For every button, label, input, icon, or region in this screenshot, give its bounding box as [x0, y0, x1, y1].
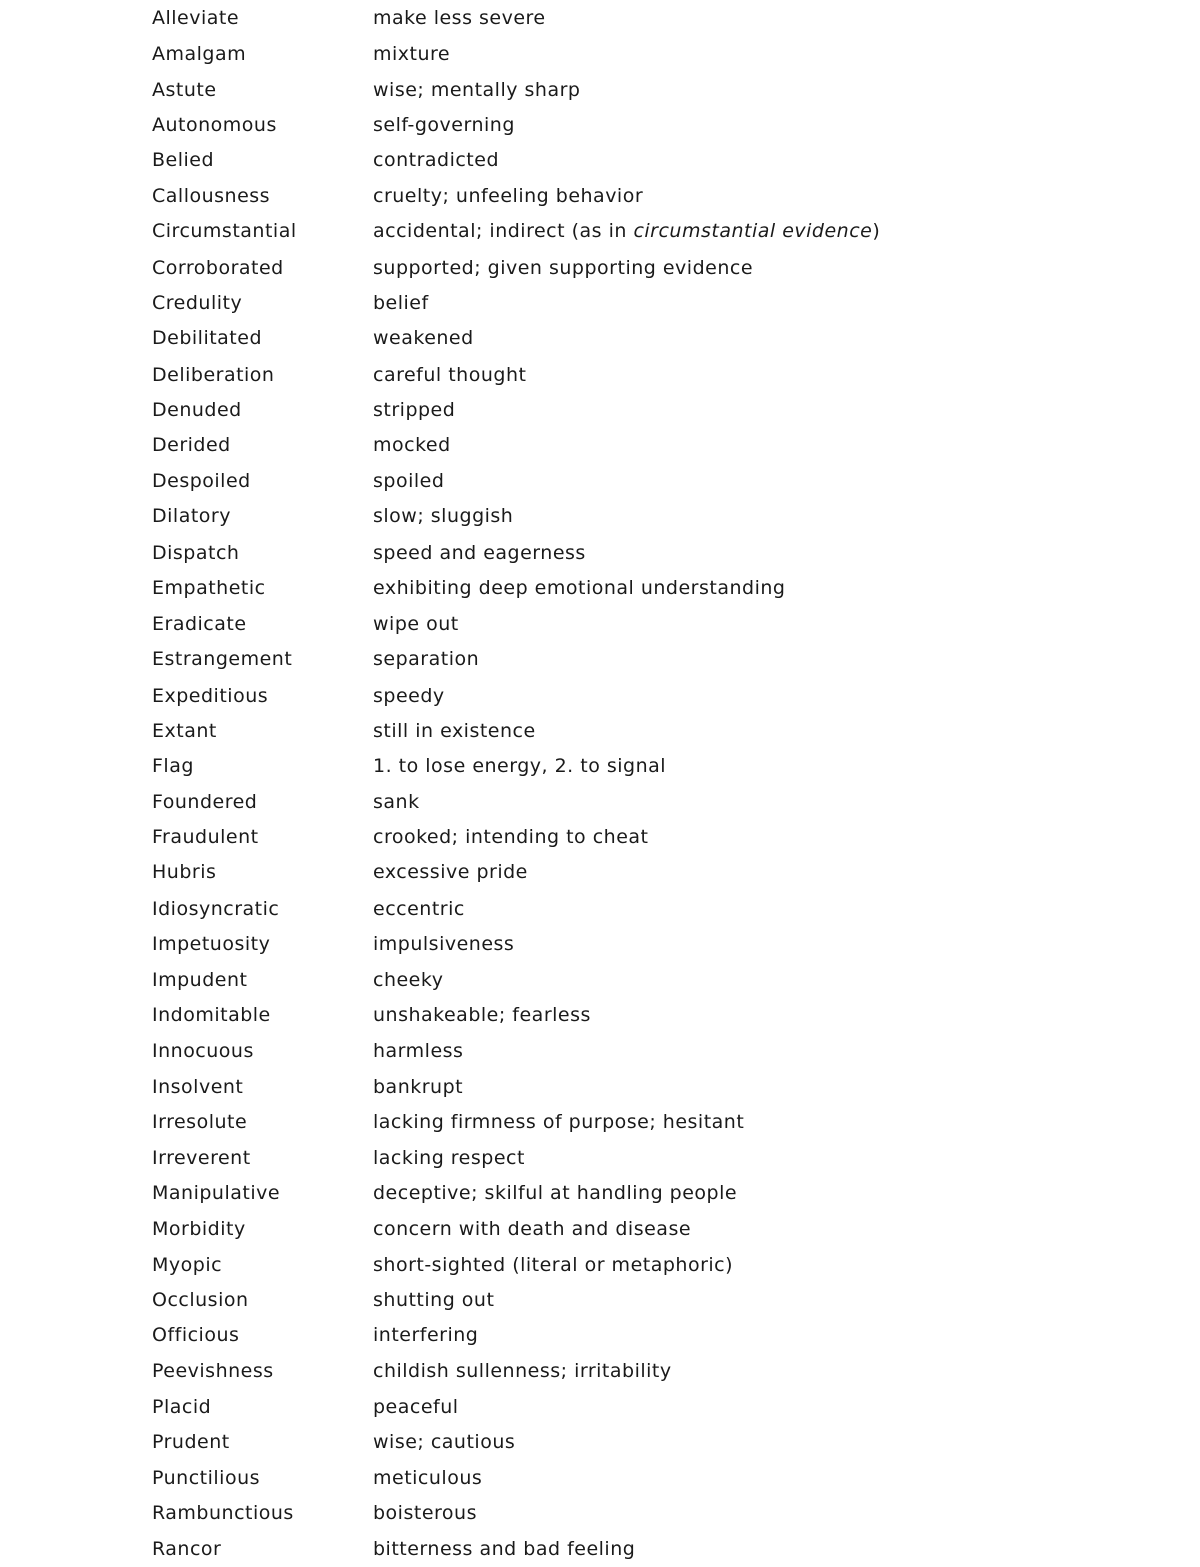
vocab-entry [0, 891, 1200, 926]
vocab-entry [0, 1389, 1200, 1424]
vocab-definition: cruelty; unfeeling behavior [373, 184, 644, 207]
vocab-term: Circumstantial [152, 220, 297, 242]
vocab-definition: wipe out [373, 612, 459, 635]
vocab-term: Astute [152, 78, 217, 101]
vocab-entry [0, 36, 1200, 71]
vocab-definition: separation [373, 648, 480, 670]
vocab-term: Deliberation [152, 363, 275, 386]
vocab-entry [0, 250, 1200, 285]
vocab-entry [0, 427, 1200, 462]
vocab-term: Debilitated [152, 327, 263, 349]
vocab-definition: boisterous [373, 1502, 477, 1524]
vocab-definition: wise; mentally sharp [373, 78, 581, 101]
vocab-entry [0, 926, 1200, 961]
vocab-entry [0, 1282, 1200, 1317]
vocab-entry [0, 713, 1200, 748]
vocab-term: Flag [152, 755, 194, 777]
vocab-entry [0, 1424, 1200, 1459]
vocab-entry [0, 1211, 1200, 1246]
vocab-term: Extant [152, 720, 217, 742]
vocab-term: Fraudulent [152, 826, 259, 848]
vocab-term: Indomitable [152, 1004, 271, 1026]
vocab-definition: supported; given supporting evidence [373, 256, 754, 279]
vocab-definition: 1. to lose energy, 2. to signal [373, 755, 667, 777]
vocab-term: Insolvent [152, 1075, 244, 1098]
vocab-term: Impetuosity [152, 933, 271, 955]
vocab-entry [0, 535, 1200, 570]
vocab-definition: mixture [373, 42, 451, 65]
vocab-term: Corroborated [152, 256, 284, 279]
vocab-entry [0, 1495, 1200, 1530]
vocab-term: Hubris [152, 861, 217, 883]
vocab-definition: lacking respect [373, 1146, 525, 1169]
vocab-definition: contradicted [373, 149, 500, 171]
vocab-term: Punctilious [152, 1467, 261, 1489]
vocab-definition: short-sighted (literal or metaphoric) [373, 1253, 734, 1276]
vocab-term: Placid [152, 1396, 212, 1418]
vocab-entry [0, 854, 1200, 889]
vocab-entry [0, 1140, 1200, 1175]
vocab-entry [0, 72, 1200, 107]
vocab-term: Morbidity [152, 1218, 246, 1240]
vocab-term: Credulity [152, 291, 243, 314]
vocab-entry [0, 1069, 1200, 1104]
vocab-term: Callousness [152, 184, 271, 207]
vocab-entry [0, 285, 1200, 320]
vocab-definition: cheeky [373, 968, 444, 991]
vocab-definition: lacking firmness of purpose; hesitant [373, 1111, 745, 1133]
vocab-entry [0, 320, 1200, 355]
vocab-term: Autonomous [152, 114, 277, 136]
vocab-entry [0, 498, 1200, 533]
vocab-term: Alleviate [152, 7, 240, 29]
vocab-definition: careful thought [373, 363, 527, 386]
vocab-entry [0, 997, 1200, 1032]
vocab-entry [0, 1247, 1200, 1282]
vocab-entry [0, 213, 1200, 248]
vocab-term: Despoiled [152, 470, 251, 492]
vocab-definition: excessive pride [373, 861, 528, 883]
vocab-definition: peaceful [373, 1396, 459, 1418]
vocab-entry [0, 1460, 1200, 1495]
vocab-definition-tail: ) [872, 220, 881, 242]
vocab-entry [0, 1531, 1200, 1566]
vocab-definition: bankrupt [373, 1075, 464, 1098]
vocab-entry [0, 570, 1200, 605]
vocab-entry [0, 463, 1200, 498]
vocab-definition: speedy [373, 684, 445, 707]
vocab-definition: wise; cautious [373, 1431, 516, 1453]
vocab-definition: slow; sluggish [373, 505, 514, 527]
vocab-definition: stripped [373, 399, 456, 421]
vocab-term: Idiosyncratic [152, 897, 280, 920]
vocab-term: Derided [152, 434, 231, 456]
vocab-entry [0, 1033, 1200, 1068]
vocab-definition: deceptive; skilful at handling people [373, 1182, 738, 1204]
vocab-term: Impudent [152, 968, 248, 991]
vocab-definition: concern with death and disease [373, 1218, 692, 1240]
vocab-definition: interfering [373, 1324, 479, 1346]
vocab-term: Dilatory [152, 505, 231, 527]
vocab-term: Denuded [152, 399, 242, 421]
vocab-definition: make less severe [373, 7, 546, 29]
vocab-entry [0, 0, 1200, 35]
vocab-term: Irreverent [152, 1146, 251, 1169]
vocab-term: Empathetic [152, 577, 266, 599]
vocab-entry [0, 1353, 1200, 1388]
vocab-definition: meticulous [373, 1467, 483, 1489]
vocab-entry [0, 1104, 1200, 1139]
vocab-term: Foundered [152, 790, 258, 813]
vocab-definition: still in existence [373, 720, 536, 742]
vocab-entry [0, 962, 1200, 997]
vocab-term: Rancor [152, 1538, 222, 1560]
vocab-definition: childish sullenness; irritability [373, 1359, 672, 1382]
vocab-definition: belief [373, 291, 429, 314]
vocab-term: Irresolute [152, 1111, 248, 1133]
vocab-entry [0, 1317, 1200, 1352]
vocab-term: Manipulative [152, 1182, 281, 1204]
vocab-entry [0, 641, 1200, 676]
vocab-term: Occlusion [152, 1289, 249, 1311]
vocab-term: Eradicate [152, 612, 247, 635]
vocab-entry [0, 1175, 1200, 1210]
vocab-definition: unshakeable; fearless [373, 1004, 591, 1026]
vocab-term: Belied [152, 149, 215, 171]
vocab-definition-italic: circumstantial evidence [633, 220, 873, 242]
vocab-entry [0, 784, 1200, 819]
vocab-term: Innocuous [152, 1040, 254, 1062]
vocab-entry [0, 748, 1200, 783]
vocab-definition-text: accidental; indirect (as in [373, 220, 634, 242]
vocab-term: Estrangement [152, 648, 293, 670]
vocab-term: Officious [152, 1324, 240, 1346]
vocab-definition: sank [373, 790, 420, 813]
vocab-definition: eccentric [373, 897, 465, 920]
vocab-definition: impulsiveness [373, 933, 515, 955]
vocab-entry [0, 819, 1200, 854]
vocab-entry [0, 107, 1200, 142]
vocab-term: Amalgam [152, 42, 247, 65]
vocab-definition: harmless [373, 1040, 464, 1062]
vocab-definition: speed and eagerness [373, 542, 586, 564]
vocab-definition: spoiled [373, 470, 445, 492]
vocab-definition: bitterness and bad feeling [373, 1538, 636, 1560]
vocab-definition: mocked [373, 434, 451, 456]
vocab-definition: shutting out [373, 1289, 495, 1311]
vocab-entry [0, 178, 1200, 213]
vocab-entry [0, 392, 1200, 427]
vocab-definition: weakened [373, 327, 474, 349]
vocab-term: Myopic [152, 1253, 223, 1276]
vocab-entry [0, 678, 1200, 713]
vocab-entry [0, 357, 1200, 392]
vocab-definition: exhibiting deep emotional understanding [373, 577, 786, 599]
vocab-entry [0, 606, 1200, 641]
vocab-term: Rambunctious [152, 1502, 294, 1524]
vocab-definition: crooked; intending to cheat [373, 826, 649, 848]
vocab-term: Expeditious [152, 684, 269, 707]
vocab-definition: self-governing [373, 114, 515, 136]
vocab-term: Prudent [152, 1431, 230, 1453]
vocab-term: Peevishness [152, 1359, 274, 1382]
vocab-definition [373, 213, 880, 249]
vocab-term: Dispatch [152, 542, 240, 564]
vocab-entry [0, 142, 1200, 177]
